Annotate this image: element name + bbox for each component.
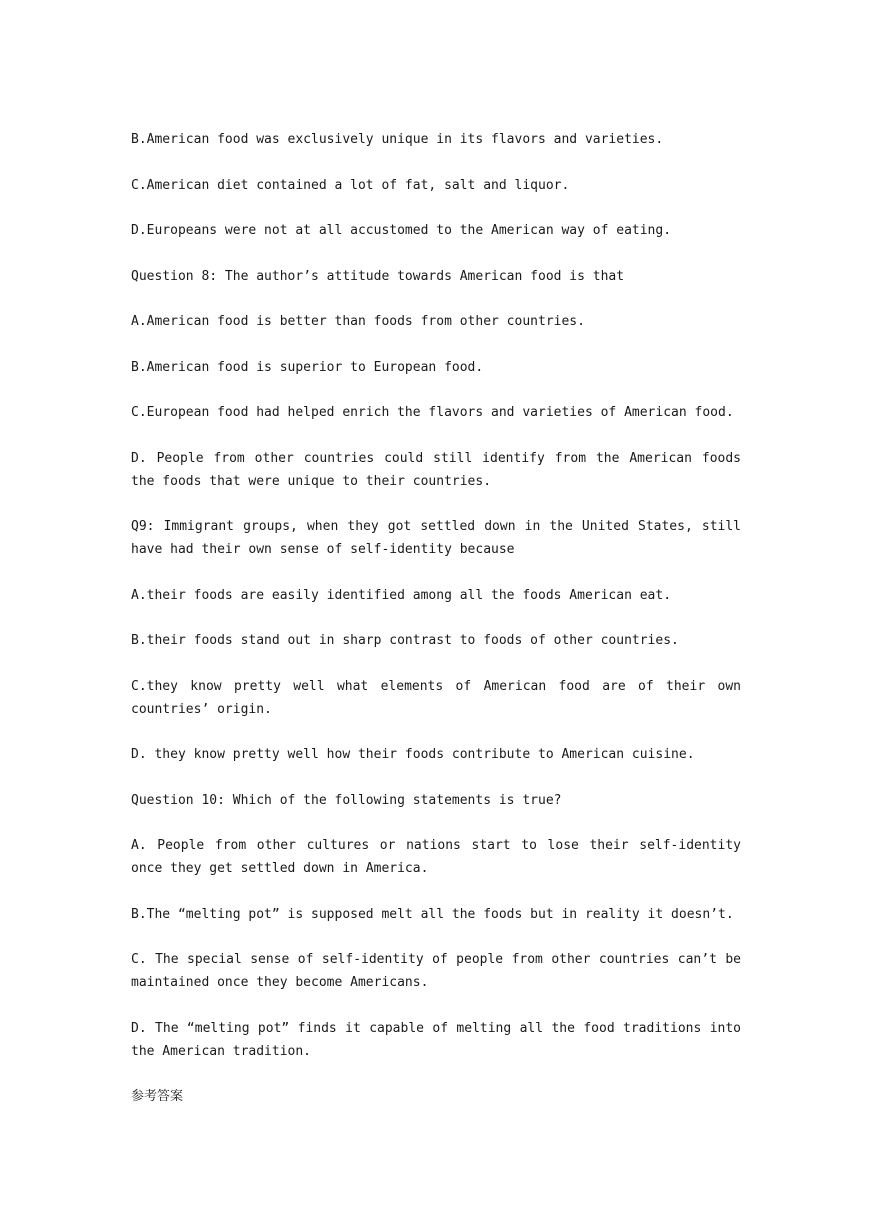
question-8-prompt: Question 8: The author’s attitude towards American food is that [131,268,625,284]
question-8-option-a: A.American food is better than foods from other countries. [131,314,585,329]
question-9-option-b: B.their foods stand out in sharp contrast to foods of other countries. [131,633,679,648]
question-8-option-d: D. People from other countries could still identify from the American foods the foods that were unique to their countries. [131,450,749,489]
question-7-option-b: B.American food was exclusively unique in its flavors and varieties. [131,132,664,147]
question-10-option-b: B.The “melting pot” is supposed melt all the foods but in reality it doesn’t. [131,906,734,922]
question-8-option-c: C.European food had helped enrich the flavors and varieties of American food. [131,405,734,420]
document-body [131,128,749,1131]
question-10-option-d: D. The “melting pot” finds it capable of melting all the food traditions into the American tradition. [131,1020,749,1059]
question-7-option-c: C.American diet contained a lot of fat, salt and liquor. [131,177,570,193]
question-10-prompt: Question 10: Which of the following statements is true? [131,792,562,808]
question-9-option-a: A.their foods are easily identified among all the foods American eat. [131,587,672,603]
question-10-option-a: A. People from other cultures or nations start to lose their self-identity once they get settled down in America. [131,838,749,876]
answer-key-heading: 参考答案 [131,1089,184,1104]
question-10-option-c: C. The special sense of self-identity of people from other countries can’t be maintained once they become Americans. [131,952,749,990]
question-9-option-d: D. they know pretty well how their foods contribute to American cuisine. [131,747,695,762]
question-7-option-d: D.Europeans were not at all accustomed to the American way of eating. [131,223,672,238]
question-9-prompt: Q9: Immigrant groups, when they got settled down in the United States, still have had their own sense of self-identity because [131,519,749,557]
question-9-option-c: C.they know pretty well what elements of American food are of their own countries’ origin. [131,678,749,717]
question-8-option-b: B.American food is superior to European food. [131,359,484,375]
